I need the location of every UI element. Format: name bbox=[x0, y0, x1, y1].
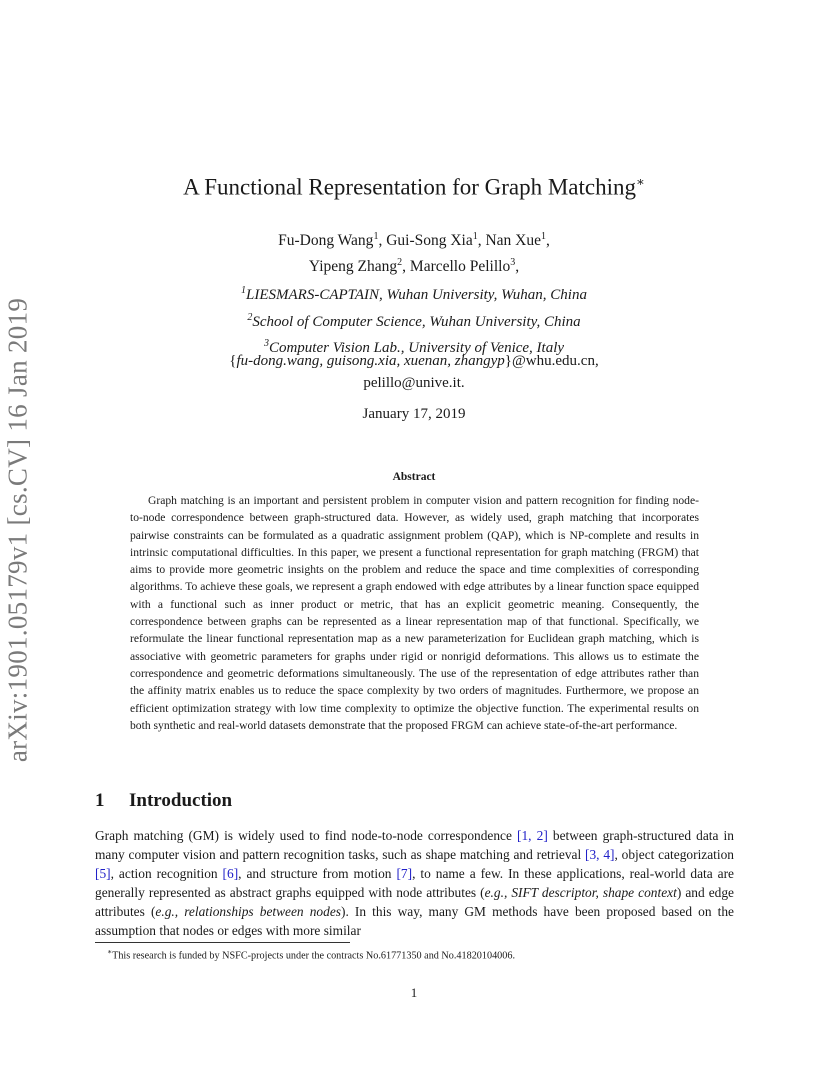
abstract-body: Graph matching is an important and persistent problem in computer vision and pattern recognition for finding node-to-node correspondence between graph-structured data. However, as widely used, graph matching that incorporates pairwise constraints can be formulated as a quadratic assignment problem (QAP), which is NP-complete and results in intrinsic computational difficulties. In this paper, we present a functional representation for graph matching (FRGM) that aims to provide more geometric insights on the problem and reduce the space and time complexities of corresponding algorithms. To achieve these goals, we represent a graph endowed with edge attributes by a linear function space equipped with a functional such as inner product or metric, that has an explicit geometric meaning. Consequently, the correspondence between graphs can be represented as a linear representation map of that functional. Specifically, we reformulate the linear functional representation map as a new parameterization for Euclidean graph matching, which is associative with geometric parameters for graphs under rigid or nonrigid deformations. This allows us to estimate the correspondence and geometric deformations simultaneously. The use of the representation of edge attributes rather than the affinity matrix enables us to reduce the space complexity by two orders of magnitudes. Furthermore, we propose an efficient optimization strategy with low time complexity to optimize the objective function. The experimental results on both synthetic and real-world datasets demonstrate that the proposed FRGM can achieve state-of-the-art performance. bbox=[130, 494, 699, 732]
footnote-text: This research is funded by NSFC-projects under the contracts No.61771350 and No.41820104006. bbox=[112, 950, 516, 962]
author-name: Marcello Pelillo bbox=[409, 258, 511, 276]
author-affil-sup: 3 bbox=[510, 257, 516, 269]
affiliation-sup: 1 bbox=[241, 285, 247, 296]
affiliation-item bbox=[0, 307, 828, 334]
author-affil-sup: 1 bbox=[472, 231, 478, 242]
intro-text: , action recognition bbox=[110, 866, 223, 881]
abstract-heading: Abstract bbox=[392, 471, 436, 483]
intro-italic-text: e.g., SIFT descriptor, shape context bbox=[484, 885, 677, 900]
introduction-paragraph bbox=[95, 826, 734, 940]
affiliation-text: Computer Vision Lab., University of Venice, Italy bbox=[268, 340, 565, 356]
email-brace-open: { bbox=[229, 353, 237, 369]
author-separator: , bbox=[402, 258, 410, 276]
citation-link[interactable]: [6] bbox=[222, 866, 239, 881]
author-name: Nan Xue bbox=[485, 232, 542, 250]
intro-text: between graph-structured data in many computer vision and pattern recognition tasks, such as shape matching and retrieval bbox=[95, 828, 734, 862]
paper-date: January 17, 2019 bbox=[362, 406, 466, 422]
email-usernames: fu-dong.wang, guisong.xia, xuenan, zhangyp bbox=[236, 353, 505, 369]
intro-italic-text: e.g., relationships between nodes bbox=[155, 904, 341, 919]
footnote-rule bbox=[95, 942, 350, 943]
intro-text: ). In this way, many GM methods have been proposed based on the assumption that nodes or edges with more similar bbox=[95, 904, 735, 938]
author-affil-sup: 2 bbox=[397, 257, 403, 269]
author-separator: , bbox=[515, 258, 520, 276]
affiliation-item bbox=[0, 280, 828, 307]
affiliation-sup: 3 bbox=[263, 338, 269, 349]
citation-link[interactable]: [7] bbox=[396, 866, 413, 881]
email-domain: }@whu.edu.cn, bbox=[504, 353, 599, 369]
intro-text: , to name a few. In these applications, real-world data are generally represented as abstract graphs equipped with node attributes ( bbox=[95, 866, 735, 900]
email-line-2: pelillo@unive.it. bbox=[363, 374, 465, 391]
footnote-mark: ∗ bbox=[107, 947, 113, 956]
author-name: Yipeng Zhang bbox=[308, 258, 398, 276]
intro-text: , and structure from motion bbox=[238, 866, 397, 881]
title-footnote-mark: ∗ bbox=[636, 174, 645, 189]
email-line-1 bbox=[0, 351, 828, 373]
citation-link[interactable]: [5] bbox=[95, 866, 111, 881]
arxiv-identifier-text: arXiv:1901.05179v1 [cs.CV] 16 Jan 2019 bbox=[2, 297, 33, 763]
author-line-1 bbox=[0, 226, 828, 252]
intro-text: Graph matching (GM) is widely used to find node-to-node correspondence bbox=[95, 828, 518, 843]
section-heading bbox=[95, 790, 232, 812]
paper-title bbox=[0, 174, 828, 201]
author-name: Gui-Song Xia bbox=[386, 232, 473, 250]
author-separator: , bbox=[546, 232, 550, 250]
affiliation-text: LIESMARS-CAPTAIN, Wuhan University, Wuhan, China bbox=[246, 287, 587, 303]
section-number: 1 bbox=[95, 790, 105, 811]
citation-link[interactable]: [3, 4] bbox=[585, 847, 615, 862]
affiliation-list bbox=[0, 280, 828, 360]
citation-link[interactable]: [1, 2] bbox=[517, 828, 548, 843]
author-affil-sup: 1 bbox=[373, 231, 379, 242]
section-title: Introduction bbox=[129, 790, 233, 811]
affiliation-sup: 2 bbox=[247, 311, 253, 323]
author-separator: , bbox=[378, 232, 387, 250]
author-line-2 bbox=[0, 252, 828, 278]
paper-title-text: A Functional Representation for Graph Matching bbox=[183, 174, 637, 200]
author-affil-sup: 1 bbox=[541, 231, 547, 242]
author-name: Fu-Dong Wang bbox=[278, 232, 374, 250]
intro-text: ) and edge attributes ( bbox=[95, 885, 734, 919]
page-number: 1 bbox=[410, 985, 418, 1000]
footnote bbox=[95, 947, 515, 961]
contact-emails bbox=[0, 351, 828, 394]
intro-text: , object categorization bbox=[614, 847, 735, 862]
affiliation-text: School of Computer Science, Wuhan University, China bbox=[252, 313, 581, 330]
author-list bbox=[0, 226, 828, 278]
author-separator: , bbox=[477, 232, 486, 250]
